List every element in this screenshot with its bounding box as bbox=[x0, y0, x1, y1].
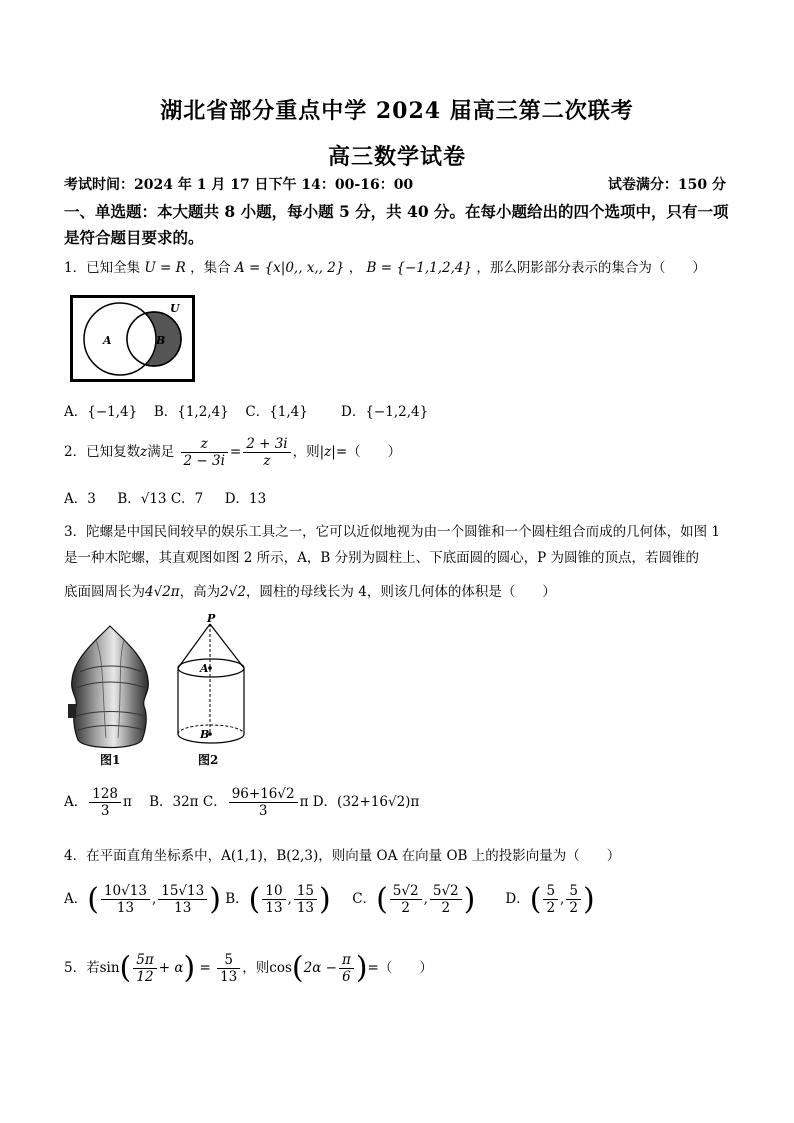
q5-value-fraction bbox=[217, 952, 240, 985]
question-4: 4．在平面直角坐标系中，A(1,1)，B(2,3)，则向量 OA 在向量 OB 上的投影向量为（ ） bbox=[64, 848, 621, 864]
q1-option-d[interactable]: D．{−1,2,4} bbox=[341, 404, 429, 420]
q4-b-y bbox=[294, 883, 317, 916]
q4-d-comma: , bbox=[560, 891, 565, 907]
q2-option-b[interactable]: B．√13 bbox=[117, 491, 167, 507]
q3-option-a-tail: π bbox=[123, 794, 132, 810]
q3-perimeter: 4√2π bbox=[145, 584, 180, 600]
question-1 bbox=[64, 258, 734, 278]
q3-line-3-b: ，高为 bbox=[179, 584, 221, 600]
q5-text-a: 5．若 bbox=[64, 960, 100, 976]
q3-options bbox=[64, 786, 419, 819]
q3-line-1: 3．陀螺是中国民间较早的娱乐工具之一，它可以近似地视为由一个圆锥和一个圆柱组合而成的几何体，如图 1 bbox=[64, 524, 720, 540]
q4-option-b[interactable]: B．( $\frac{10}{13}$ , $\frac{15}{13}$ ) bbox=[225, 882, 331, 917]
q4-b-y-num: 15 bbox=[294, 883, 317, 900]
q2-text-b: 满足 bbox=[147, 444, 175, 460]
figure-1-wooden-top bbox=[66, 620, 156, 770]
q2-lhs-fraction bbox=[181, 436, 228, 469]
figure-2-label-p: P bbox=[207, 612, 216, 625]
q4-c-y-num: 5√2 bbox=[430, 883, 462, 900]
q2-option-a[interactable]: A．3 bbox=[64, 491, 96, 507]
q5-cos-arg: 2α − bbox=[303, 960, 337, 976]
venn-label-a: A bbox=[103, 334, 112, 347]
q5-cos-fraction bbox=[339, 952, 354, 985]
q1-text-d: ，那么阴影部分表示的集合为（ ） bbox=[476, 260, 706, 276]
q4-d-y-den: 2 bbox=[569, 900, 578, 916]
q4-option-a-label: A． bbox=[64, 891, 88, 907]
q3-option-a-fraction bbox=[89, 786, 121, 819]
q4-d-x-den: 2 bbox=[546, 900, 556, 916]
figure-2-label: 图2 bbox=[198, 753, 219, 767]
q3-option-a-label: A． bbox=[64, 794, 88, 810]
q4-a-x bbox=[101, 883, 150, 916]
q3-option-c-label: C． bbox=[202, 794, 227, 810]
q4-c-x bbox=[390, 883, 422, 916]
q4-option-c[interactable]: C．( $\frac{5√2}{2}$ , $\frac{5√2}{2}$ ) bbox=[352, 882, 476, 917]
q2-rhs-den: z bbox=[263, 453, 271, 469]
q4-option-d[interactable]: D．( $\frac{5}{2}$ , $\frac{5}{2}$ ) bbox=[505, 882, 595, 917]
q5-arg-fraction bbox=[133, 952, 156, 985]
q4-option-b-label: B． bbox=[225, 891, 249, 907]
q4-d-x bbox=[543, 883, 558, 916]
venn-diagram bbox=[70, 295, 196, 383]
q4-b-x-den: 13 bbox=[265, 900, 283, 916]
q2-options bbox=[64, 487, 266, 507]
q3-option-c-tail: π bbox=[299, 794, 309, 810]
q1-text-b: ，集合 bbox=[190, 260, 231, 276]
exam-subtitle: 高三数学试卷 bbox=[327, 144, 466, 170]
q3-option-c-fraction bbox=[229, 786, 298, 819]
q4-b-comma: , bbox=[287, 891, 292, 907]
q5-cos-den: 6 bbox=[342, 969, 351, 985]
q4-a-comma: , bbox=[151, 891, 157, 907]
q4-b-x bbox=[262, 883, 285, 916]
q1-option-c[interactable]: C．{1,4} bbox=[245, 404, 308, 420]
q4-d-y-num: 5 bbox=[566, 883, 581, 900]
q3-line-3-a: 底面圆周长为 bbox=[64, 584, 145, 600]
q4-options bbox=[64, 882, 595, 917]
q5-text-c: =（ ） bbox=[367, 960, 433, 976]
q3-line-3-c: ，圆柱的母线长为 4，则该几何体的体积是（ ） bbox=[245, 584, 556, 600]
full-score: 试卷满分：150 分 bbox=[607, 177, 726, 193]
question-3 bbox=[64, 519, 734, 605]
q4-c-comma: , bbox=[423, 891, 428, 907]
figure-1-label: 图1 bbox=[100, 753, 121, 767]
q2-text-c: ，则 bbox=[292, 444, 320, 460]
q4-c-y-den: 2 bbox=[441, 900, 451, 916]
q4-a-y bbox=[158, 883, 207, 916]
q4-c-x-num: 5√2 bbox=[390, 883, 422, 900]
q4-b-y-den: 13 bbox=[296, 900, 315, 916]
q5-cos: cos bbox=[269, 960, 292, 976]
q4-d-x-num: 5 bbox=[543, 883, 558, 900]
venn-label-b: B bbox=[156, 334, 166, 347]
q1-set-a: A = {x|0,, x,, 2} bbox=[234, 260, 345, 276]
q2-lhs-den: 2 − 3i bbox=[183, 453, 225, 469]
q4-c-y bbox=[430, 883, 462, 916]
q5-arg-den: 12 bbox=[136, 969, 154, 985]
q1-set-u: U = R bbox=[144, 260, 186, 276]
q1-option-b[interactable]: B．{1,2,4} bbox=[153, 404, 229, 420]
q5-text-b: ，则 bbox=[242, 960, 270, 976]
q3-option-c-den: 3 bbox=[258, 803, 268, 819]
q5-sin: sin bbox=[99, 960, 120, 976]
q1-text-a: 1．已知全集 bbox=[64, 260, 141, 276]
figure-2-label-a: A bbox=[200, 662, 209, 675]
q3-height: 2√2 bbox=[220, 584, 246, 600]
q3-option-a-den: 3 bbox=[100, 803, 110, 819]
figure-2-cone-cylinder bbox=[168, 612, 260, 772]
q4-a-y-den: 13 bbox=[174, 900, 192, 916]
q1-option-a[interactable]: A．{−1,4} bbox=[64, 404, 138, 420]
q3-option-a-num: 128 bbox=[89, 786, 121, 803]
q4-a-x-den: 13 bbox=[116, 900, 135, 916]
q1-text-c: ， bbox=[348, 260, 363, 276]
q5-val-num: 5 bbox=[217, 952, 240, 969]
q1-set-b: B = {−1,1,2,4} bbox=[366, 260, 473, 276]
q4-c-x-den: 2 bbox=[401, 900, 410, 916]
q5-eq: = bbox=[199, 960, 211, 976]
q4-option-d-label: D． bbox=[505, 891, 530, 907]
q4-option-c-label: C． bbox=[352, 891, 377, 907]
q2-option-c[interactable]: C．7 bbox=[170, 491, 204, 507]
venn-label-u: U bbox=[170, 302, 180, 315]
q2-option-d[interactable]: D．13 bbox=[224, 491, 267, 507]
q4-b-x-num: 10 bbox=[262, 883, 285, 900]
q3-option-a[interactable] bbox=[64, 786, 132, 819]
q2-var-z: z bbox=[140, 444, 148, 460]
q4-option-a[interactable]: A．( $\frac{10√13}{13}$ , $\frac{15√13}{13}$ ) bbox=[64, 882, 221, 917]
q3-line-3 bbox=[64, 579, 734, 605]
exam-time: 考试时间：2024 年 1 月 17 日下午 14：00-16：00 bbox=[64, 177, 414, 193]
q2-abs-z: |z| bbox=[319, 444, 336, 460]
question-5: 5．若sin( $\frac{5\pi}{12}$ + α) = $\frac{5}{13}$ ，则cos(2α − $\frac{\pi}{6}$ )=（ ） bbox=[64, 950, 433, 986]
q5-cos-num: π bbox=[339, 952, 354, 969]
q4-a-x-num: 10√13 bbox=[101, 883, 150, 900]
q5-val-den: 13 bbox=[220, 969, 238, 985]
q5-arg-num: 5π bbox=[133, 952, 156, 969]
q3-option-c[interactable] bbox=[202, 786, 309, 819]
q2-text-a: 2．已知复数 bbox=[64, 444, 141, 460]
q5-arg-tail: + α bbox=[158, 960, 184, 976]
q1-options bbox=[64, 400, 428, 420]
exam-title: 湖北省部分重点中学 2024 届高三第二次联考 bbox=[160, 98, 634, 124]
section-heading: 一、单选题：本大题共 8 小题，每小题 5 分，共 40 分。在每小题给出的四个选项中，只有一项是符合题目要求的。 bbox=[64, 202, 729, 247]
q2-text-d: =（ ） bbox=[335, 444, 402, 460]
q2-rhs-fraction bbox=[243, 436, 290, 469]
q3-option-d[interactable]: D．(32+16√2)π bbox=[312, 794, 420, 810]
q2-rhs-num: 2 + 3i bbox=[243, 436, 290, 453]
figure-2-label-b: B bbox=[200, 728, 210, 741]
q3-option-b[interactable]: B．32π bbox=[149, 794, 199, 810]
exam-info-row bbox=[64, 174, 726, 194]
q3-option-c-num: 96+16√2 bbox=[229, 786, 298, 803]
q2-lhs-num: z bbox=[181, 436, 228, 453]
q4-d-y bbox=[566, 883, 581, 916]
q3-line-2: 是一种木陀螺，其直观图如图 2 所示，A，B 分别为圆柱上、下底面圆的圆心，P 为圆锥的顶点，若圆锥的 bbox=[64, 550, 700, 566]
question-2: 2．已知复数z满足 $\frac{z}{2 - 3i}$ = $\frac{2 + 3i}{z}$ ，则|z|=（ ） bbox=[64, 436, 402, 469]
q4-a-y-num: 15√13 bbox=[158, 883, 207, 900]
